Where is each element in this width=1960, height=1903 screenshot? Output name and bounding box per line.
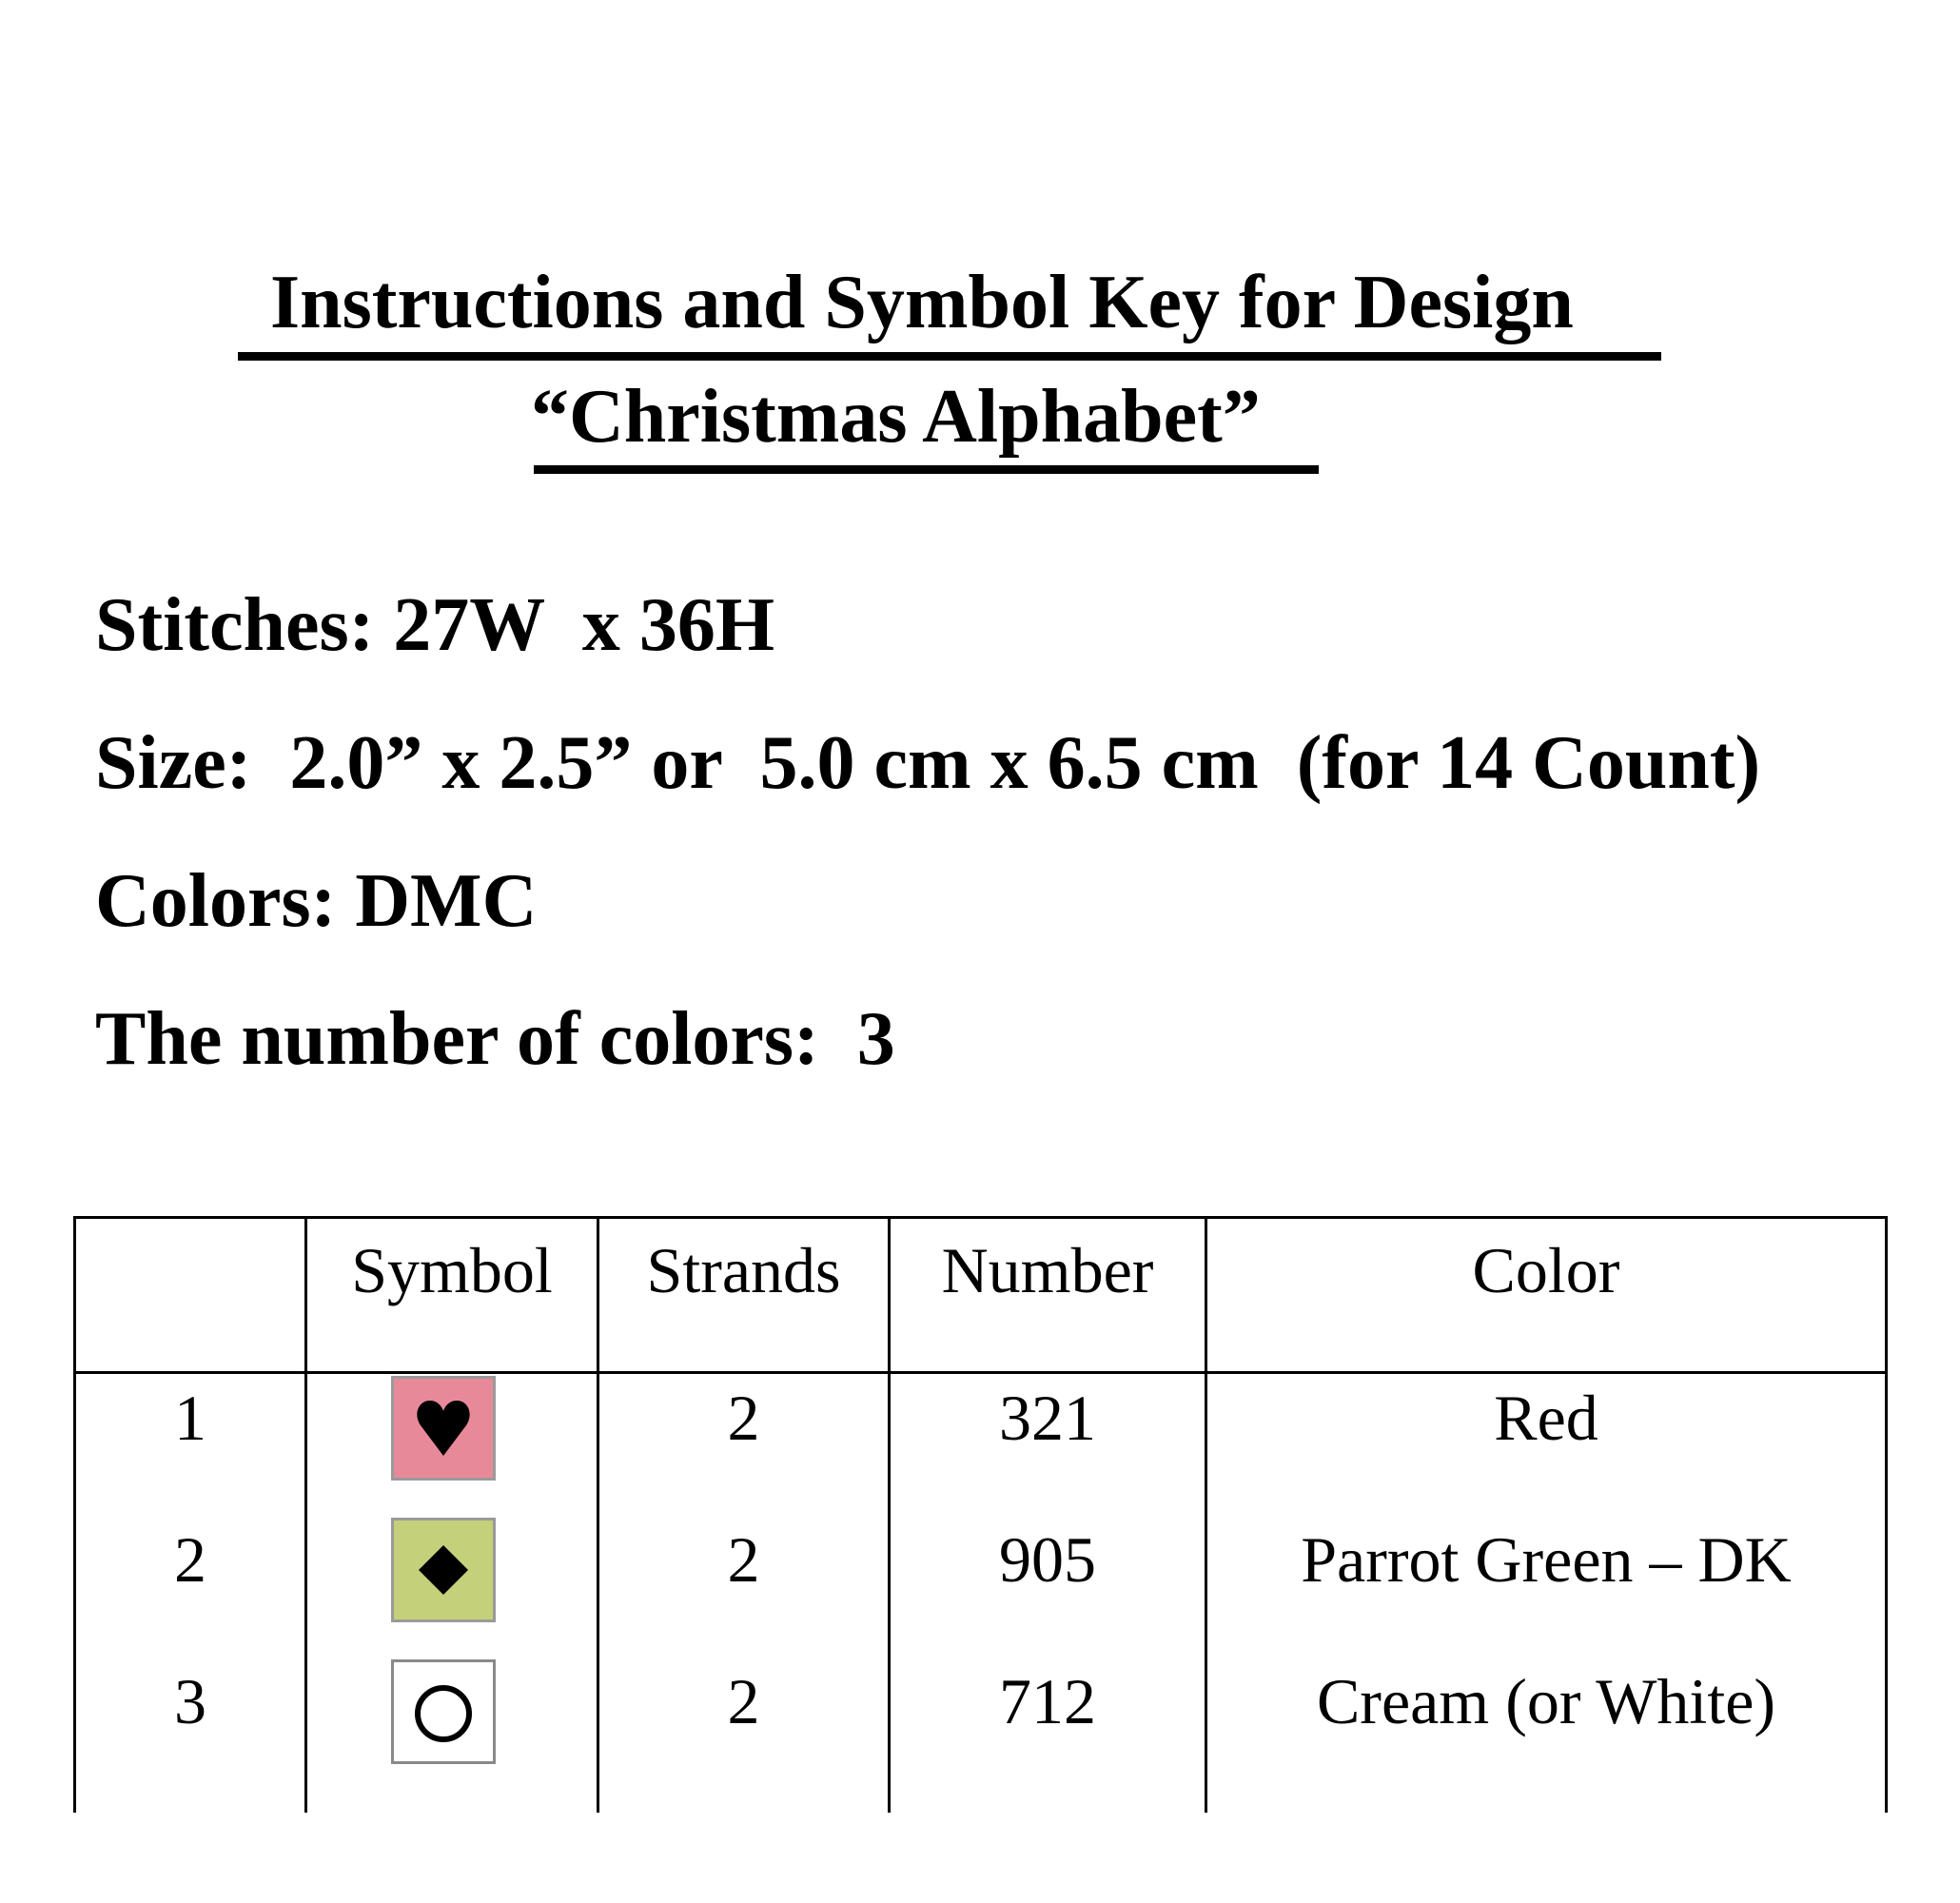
header-strands: Strands [646, 1234, 841, 1306]
row-3-color: Cream (or White) [1316, 1665, 1776, 1737]
row-2-strands: 2 [727, 1523, 760, 1596]
row-3-index: 3 [174, 1665, 206, 1737]
row-3-symbol-swatch [391, 1659, 496, 1764]
row-3-strands: 2 [727, 1665, 760, 1737]
row-2-index: 2 [174, 1523, 206, 1596]
colors-spec: Colors: DMC [95, 859, 538, 943]
table-column-divider [304, 1219, 307, 1813]
row-2-symbol-swatch [391, 1518, 496, 1622]
row-2-number: 905 [999, 1523, 1096, 1596]
color-count-spec: The number of colors: 3 [95, 997, 895, 1081]
heart-icon [415, 1397, 472, 1460]
size-spec: Size: 2.0” x 2.5” or 5.0 cm x 6.5 cm (for 14 Count) [95, 721, 1761, 805]
table-header-divider [76, 1371, 1885, 1374]
row-1-index: 1 [174, 1382, 206, 1454]
symbol-key-table [73, 1216, 1888, 1813]
document-title-line-2: “Christmas Alphabet” [531, 375, 1261, 459]
document-title-line-1: Instructions and Symbol Key for Design [270, 261, 1574, 344]
row-1-color: Red [1494, 1382, 1598, 1454]
title-underline-2 [534, 465, 1319, 474]
header-symbol: Symbol [351, 1234, 553, 1306]
title-underline-1 [238, 352, 1661, 361]
stitches-spec: Stitches: 27W x 36H [95, 583, 775, 667]
row-1-number: 321 [999, 1382, 1096, 1454]
header-number: Number [941, 1234, 1154, 1306]
row-1-symbol-swatch [391, 1376, 496, 1481]
row-1-strands: 2 [727, 1382, 760, 1454]
row-2-color: Parrot Green – DK [1301, 1523, 1792, 1596]
row-3-number: 712 [999, 1665, 1096, 1737]
diamond-icon [413, 1540, 474, 1600]
circle-icon [409, 1677, 478, 1746]
header-color: Color [1472, 1234, 1620, 1306]
